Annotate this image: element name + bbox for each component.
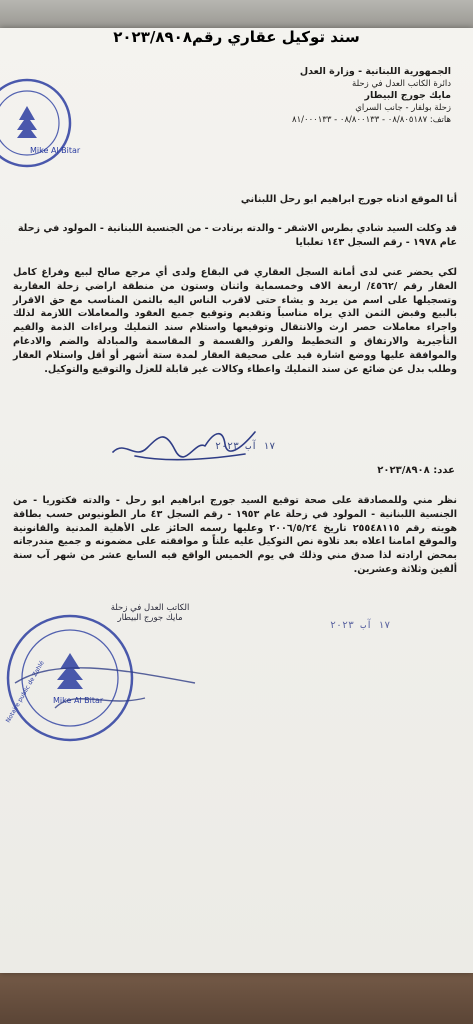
handwritten-signature — [105, 410, 265, 470]
document-page — [0, 28, 473, 973]
paragraph-certification: نظر مني وللمصادقة على صحة توقيع السيد جورج ابراهيم ابو رحل - والدته فكتوريا - من الجنسية اللبنانية - المولود في زحلة عام ١٩٥٣ - رقم السجل ٤٣ مار الطونيوس حسب بطاقة هويته رقم ٢٥٥٤٨١١٥ تاريخ ٢٠٠٦/٥/٢٤ وعليها رسمه الحائز على الأهلية المدنية والقانونية والموقع امامنا اعلاه بعد تلاوة نص التوكيل عليه علناً و موافقته على مضمونه و جميع مندرجاته بمحض ارادته لذا صدق مني وذلك في يوم الخميس الواقع فيه السابع عشر من شهر آب سنة ألفين وثلاثة وعشرين. — [13, 495, 457, 575]
letterhead-office: دائرة الكاتب العدل في زحلة — [352, 79, 451, 89]
stamp-name-en: Mike Al Bitar — [30, 146, 81, 155]
letterhead-notary-name: مايك جورج البيطار — [364, 90, 451, 101]
certification-date: ١٧ آب ٢٠٢٣ — [330, 620, 391, 631]
notary-stamp-top — [0, 68, 82, 178]
stamp-bottom-name-en: Mike Al Bitar — [53, 696, 104, 705]
certification-number: عدد: ٢٠٢٣/٨٩٠٨ — [377, 465, 455, 476]
letterhead-phone: هاتف: ٠٨/٨٠٥١٨٧ - ٠٨/٨٠٠١٣٣ - ٨١/٠٠٠١٣٣ — [292, 115, 451, 125]
notary-title: الكاتب العدل في زحلة — [110, 603, 190, 613]
letterhead-ministry: الجمهورية اللبنانية - وزارة العدل — [299, 66, 451, 77]
paragraph-agent: قد وكلت السيد شادي بطرس الاشقر - والدته برنادت - من الجنسية اللبنانية - المولود في زحلة عام ١٩٧٨ - رقم السجل ١٤٣ تعلبايا — [17, 223, 457, 248]
document-title: سند توكيل عقاري رقم٢٠٢٣/٨٩٠٨ — [113, 28, 360, 46]
letterhead-address: زحلة بولفار - جانب السراي — [355, 103, 451, 113]
signature-date: ١٧ آب ٢٠٢٣ — [215, 441, 276, 452]
paragraph-powers: لكي يحضر عني لدى أمانة السجل العقاري في البقاع ولدى أي مرجع صالح لبيع وفراغ كامل العقار رقم /٤٥٦٢/ اربعة الاف وخمسماية واثنان وستون من منطقة اراضي زحلة العقارية وتسجيلها على اسم من يريد و يشاء حتى لاقرب الناس اليه بالثمن المناسب مع حق الاقرار بالبيع وقبض الثمن الذي يراه مناسباً وتقديم وتوقيع جميع العقود والمعاملات اللازمة لذلك واجراء معاملات حصر ارث والانتقال وتوقيعها واستلام سند التمليك وبراءات الذمة والقيم التأجيرية والارتفاق و التخطيط والفرز والقسمة و المقاسمة والمبادلة والضم والادغام والموافقة عليها ووضع اشارة قيد على صحيفة العقار لمدة ستة أشهر أو أقل واستلام العقار وطلب بدل عن ضائع عن سند التمليك واعطاء وكالات غير قابلة للعزل والتوقيع والتوكيل. — [13, 267, 457, 375]
stamp-ring-en: Notaire public de Zahlé — [4, 659, 46, 724]
notary-stamp-bottom — [0, 598, 235, 748]
notary-caption-name: مايك جورج البيطار — [117, 613, 183, 623]
letterhead — [151, 66, 451, 126]
paragraph-principal: أنا الموقع ادناه جورج ابراهيم ابو رحل اللبناني — [240, 194, 457, 205]
